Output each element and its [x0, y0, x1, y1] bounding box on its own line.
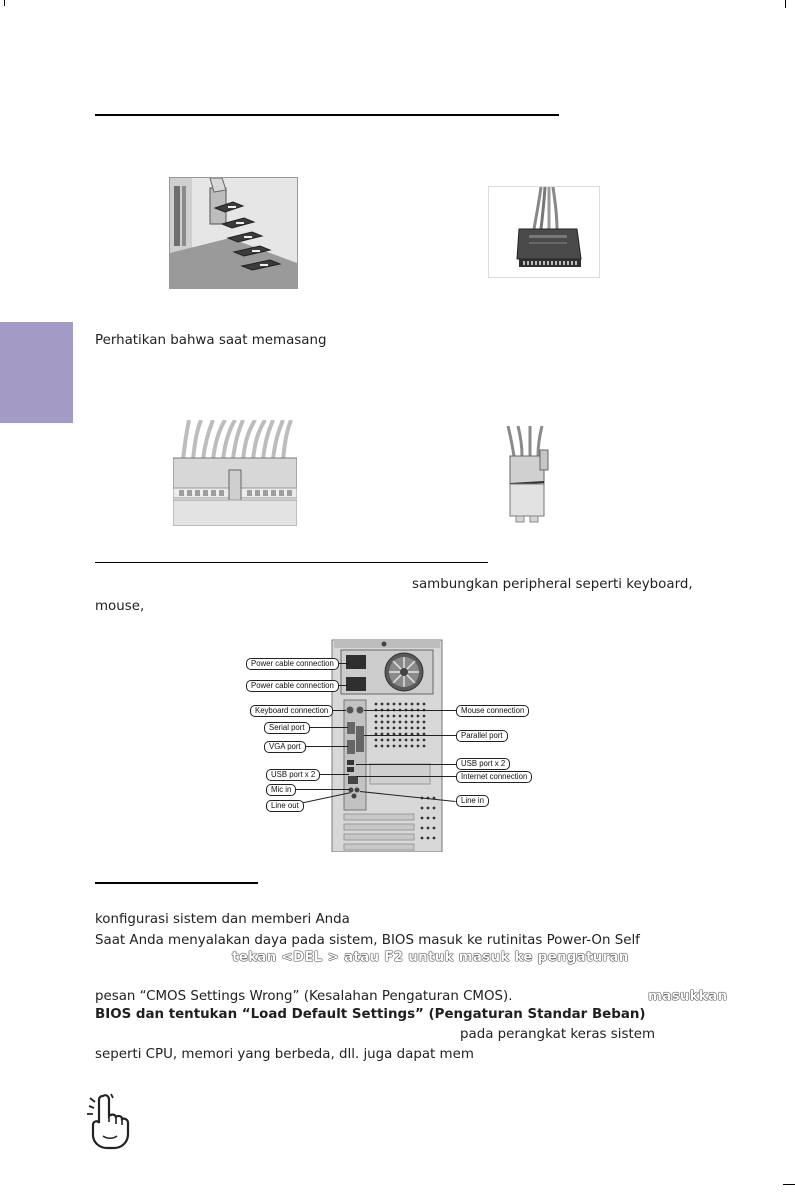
atx-power-connector-photo [173, 420, 297, 526]
peripheral-text-line2: mouse, [95, 599, 145, 614]
callout-usb-right: USB port x 2 [456, 758, 510, 770]
peripheral-text-line1: sambungkan peripheral seperti keyboard, [412, 577, 693, 592]
bios-text-line4b: masukkan [648, 989, 728, 1004]
sata-power-connector-photo [488, 186, 600, 278]
callout-internet: Internet connection [456, 771, 532, 783]
callout-leader [356, 764, 456, 765]
sata-note-text: Perhatikan bahwa saat memasang [95, 333, 327, 348]
callout-leader [364, 735, 456, 736]
callout-serial-port: Serial port [264, 722, 310, 734]
callout-keyboard: Keyboard connection [250, 705, 333, 717]
bios-text-line1: konfigurasi sistem dan memberi Anda [95, 912, 350, 927]
bios-text-line6: pada perangkat keras sistem [460, 1027, 656, 1042]
callout-leader [356, 776, 456, 777]
callout-usb-left: USB port x 2 [266, 769, 320, 781]
sata-ports-illustration [170, 178, 297, 288]
crop-mark [783, 1184, 795, 1185]
callout-leader [364, 710, 456, 711]
sata-ports-photo [169, 177, 298, 289]
bios-text-line4a: pesan “CMOS Settings Wrong” (Kesalahan Pengaturan CMOS). [95, 989, 513, 1004]
bios-text-line5: BIOS dan tentukan “Load Default Settings” (Pengaturan Standar Beban) [95, 1007, 646, 1022]
section-heading-rule [95, 562, 488, 563]
chapter-side-tab [0, 322, 73, 423]
bios-text-line3: tekan <DEL > atau F2 untuk masuk ke pengaturan [232, 950, 629, 965]
crop-mark [4, 0, 5, 6]
callout-mic-in: Mic in [266, 784, 296, 796]
callout-vga-port: VGA port [264, 741, 306, 753]
section-heading-rule [95, 882, 258, 884]
pointing-hand-icon [83, 1092, 133, 1150]
callout-parallel-port: Parallel port [456, 730, 508, 742]
callout-leader [288, 789, 350, 790]
callout-line-in: Line in [456, 795, 489, 807]
crop-mark [785, 0, 786, 8]
rear-panel-figure [244, 638, 529, 852]
callout-mouse: Mouse connection [456, 705, 529, 717]
sata-power-illustration [489, 187, 599, 277]
atx12v-illustration [500, 426, 560, 524]
atx12v-connector-photo [500, 426, 560, 524]
bios-text-line2: Saat Anda menyalakan daya pada sistem, BIOS masuk ke rutinitas Power-On Self [95, 933, 640, 948]
callout-line-out: Line out [266, 800, 304, 812]
callout-power-cable-1: Power cable connection [246, 658, 339, 670]
bios-text-line7: seperti CPU, memori yang berbeda, dll. juga dapat mem [95, 1047, 474, 1062]
callout-power-cable-2: Power cable connection [246, 680, 339, 692]
section-heading-rule [95, 114, 559, 116]
atx-connector-illustration [173, 420, 297, 526]
